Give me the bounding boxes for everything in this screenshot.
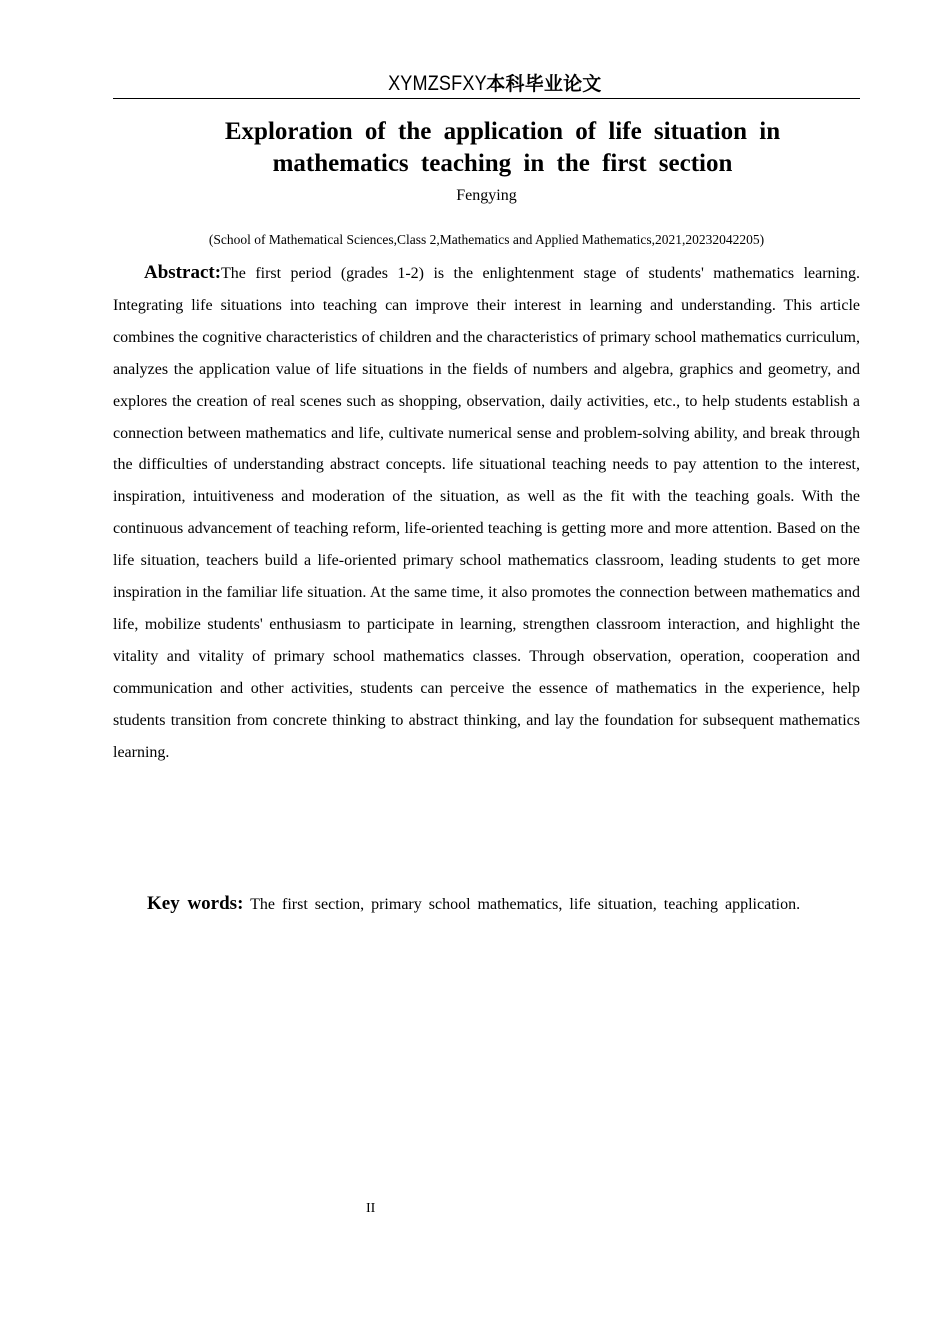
header-chinese-text: 本科毕业论文: [486, 73, 602, 95]
header-rule: [113, 98, 860, 99]
keywords-label: Key words:: [147, 893, 244, 914]
running-header: [113, 70, 860, 97]
keywords-line: [147, 890, 860, 919]
page-number: II: [366, 1201, 376, 1216]
author-name: Fengying: [456, 187, 517, 204]
author-affiliation: (School of Mathematical Sciences,Class 2,Mathematics and Applied Mathematics,2021,20232042205): [208, 232, 765, 247]
keywords-text: The first section, primary school mathematics, life situation, teaching application.: [250, 896, 801, 913]
abstract-label: Abstract:: [144, 262, 222, 283]
abstract-paragraph: [113, 257, 860, 769]
abstract-text: The first period (grades 1-2) is the enlightenment stage of students' mathematics learning. Integrating life situations into teaching can improve their interest in learning and understanding. This article combines the cognitive characteristics of children and the characteristics of primary school mathematics curriculum, analyzes the application value of life situations in the fields of numbers and algebra, graphics and geometry, and explores the creation of real scenes such as shopping, observation, daily activities, etc., to help students establish a connection between mathematics and life, cultivate numerical sense and problem-solving ability, and break through the difficulties of understanding abstract concepts. life situational teaching needs to pay attention to the interest, inspiration, intuitiveness and moderation of the situation, as well as the fit with the teaching goals. With the continuous advancement of teaching reform, life-oriented teaching is getting more and more attention. Based on the life situation, teachers build a life-oriented primary school mathematics classroom, leading students to get more inspiration in the familiar life situation. At the same time, it also promotes the connection between mathematics and life, mobilize students' enthusiasm to participate in learning, strengthen classroom interaction, and highlight the vitality and vitality of primary school mathematics classes. Through observation, operation, cooperation and communication and other activities, students can perceive the essence of mathematics in the experience, help students transition from concrete thinking to abstract thinking, and lay the foundation for subsequent mathematics learning.: [113, 265, 860, 761]
paper-title: Exploration of the application of life situation in mathematics teaching in the first section: [224, 118, 781, 177]
header-latin-text: XYMZSFXY: [387, 72, 487, 95]
